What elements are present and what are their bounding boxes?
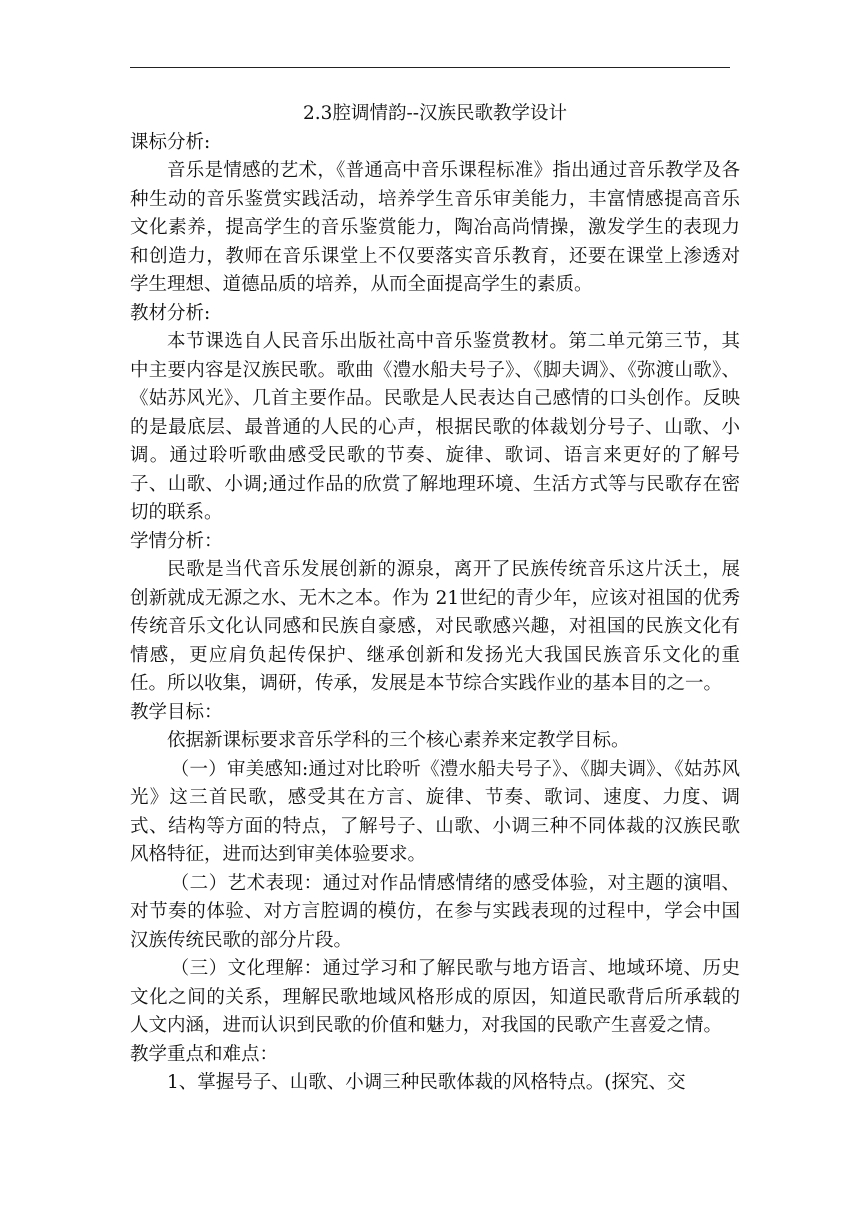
paragraph: 民歌是当代音乐发展创新的源泉，离开了民族传统音乐这片沃土，展创新就成无源之水、无木之本。作为 21世纪的青少年，应该对祖国的优秀传统音乐文化认同感和民族自豪感，对民歌感兴趣，对祖国的民族文化有情感，更应肩负起传保护、继承创新和发扬光大我国民族音乐文化的重任。所以收集，调研，传承，发展是本节综合实践作业的基本目的之一。 xyxy=(130,559,740,694)
section-learner-analysis xyxy=(130,528,740,699)
section-heading: 课标分析: xyxy=(130,131,211,153)
section-heading: 教学目标： xyxy=(130,701,223,723)
document-title: 2.3腔调情韵--汉族民歌教学设计 xyxy=(303,103,567,124)
section-heading: 教材分析: xyxy=(130,302,211,324)
section-heading: 教学重点和难点： xyxy=(130,1043,279,1065)
paragraph: 音乐是情感的艺术，《普通高中音乐课程标准》指出通过音乐教学及各种生动的音乐鉴赏实践活动，培养学生音乐审美能力，丰富情感提高音乐文化素养，提高学生的音乐鉴赏能力，陶冶高尚情操，激发学生的表现力和创造力，教师在音乐课堂上不仅要落实音乐教育，还要在课堂上渗透对学生理想、道德品质的培养，从而全面提高学生的素质。 xyxy=(130,160,740,295)
paragraph: （二）艺术表现：通过对作品情感情绪的感受体验，对主题的演唱、对节奏的体验、对方言腔调的模仿，在参与实践表现的过程中，学会中国汉族传统民歌的部分片段。 xyxy=(130,872,740,951)
paragraph: （一）审美感知:通过对比聆听《澧水船夫号子》、《脚夫调》、《姑苏风光》这三首民歌，感受其在方言、旋律、节奏、歌词、速度、力度、调式、结构等方面的特点，了解号子、山歌、小调三种不同体裁的汉族民歌风格特征，进而达到审美体验要求。 xyxy=(130,758,740,865)
section-textbook-analysis xyxy=(130,300,740,528)
section-key-points xyxy=(130,1041,740,1098)
paragraph: 1、掌握号子、山歌、小调三种民歌体裁的风格特点。(探究、交 xyxy=(167,1072,686,1093)
section-heading: 学情分析： xyxy=(130,530,223,552)
header-rule xyxy=(130,67,730,68)
section-curriculum-analysis xyxy=(130,129,740,300)
paragraph: 本节课选自人民音乐出版社高中音乐鉴赏教材。第二单元第三节，其中主要内容是汉族民歌。歌曲《澧水船夫号子》、《脚夫调》、《弥渡山歌》、《姑苏风光》、几首主要作品。民歌是人民表达自己感情的口头创作。反映的是最底层、最普通的人民的心声，根据民歌的体裁划分号子、山歌、小调。通过聆听歌曲感受民歌的节奏、旋律、歌词、语言来更好的了解号子、山歌、小调;通过作品的欣赏了解地理环境、生活方式等与民歌存在密切的联系。 xyxy=(130,331,740,523)
section-teaching-objectives xyxy=(130,699,740,1041)
paragraph: （三）文化理解：通过学习和了解民歌与地方语言、地域环境、历史文化之间的关系，理解民歌地域风格形成的原因，知道民歌背后所承载的人文内涵，进而认识到民歌的价值和魅力，对我国的民歌产生喜爱之情。 xyxy=(130,958,740,1036)
document-body xyxy=(130,100,740,1098)
paragraph: 依据新课标要求音乐学科的三个核心素养来定教学目标。 xyxy=(167,730,630,751)
